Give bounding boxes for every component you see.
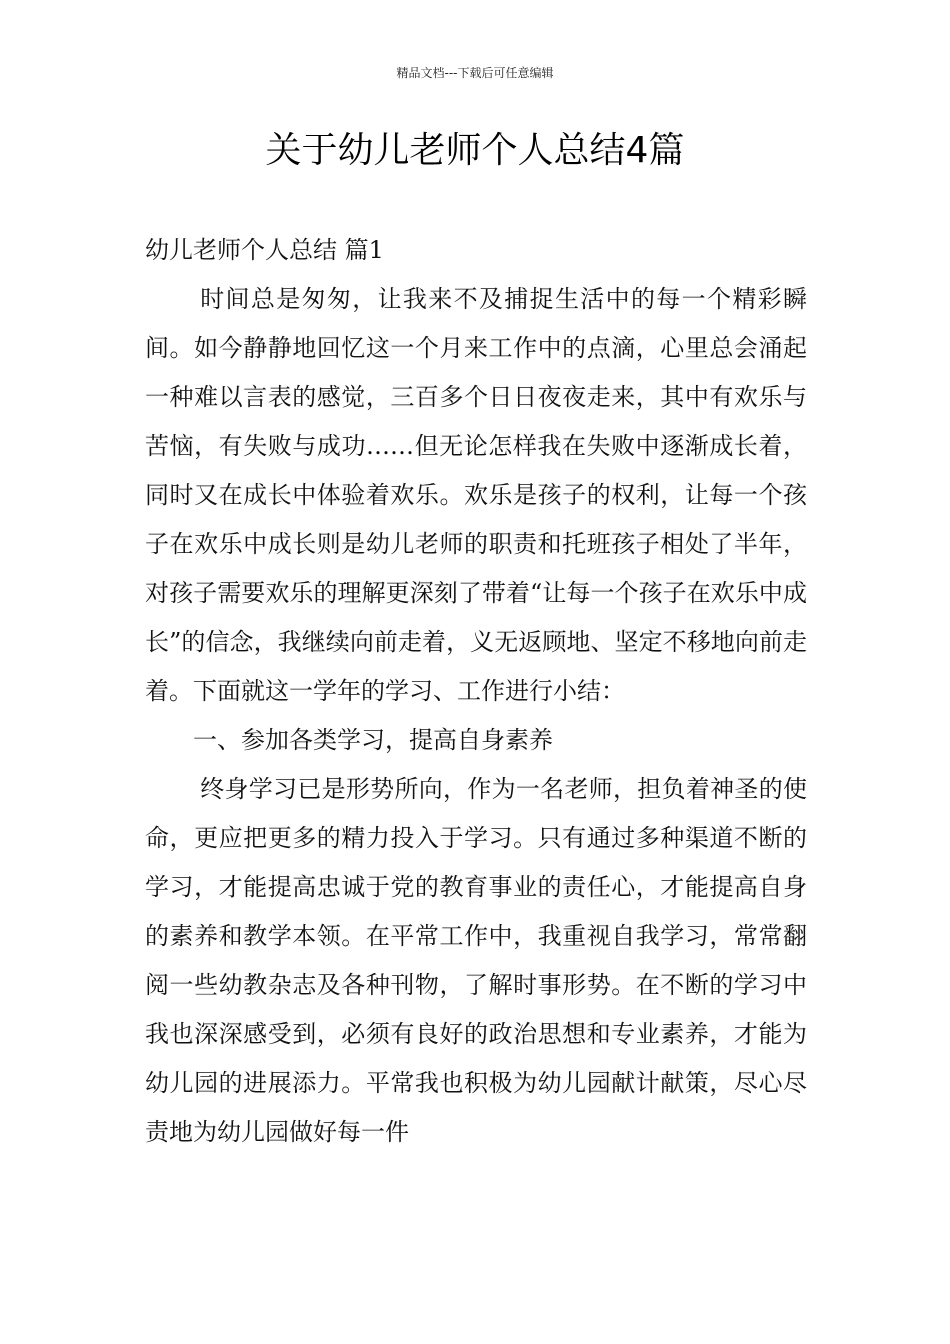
paragraph-intro: 时间总是匆匆，让我来不及捕捉生活中的每一个精彩瞬间。如今静静地回忆这一个月来工作中的点滴，心里总会涌起一种难以言表的感觉，三百多个日日夜夜走来，其中有欢乐与苦恼，有失败与成功……但无论怎样我在失败中逐渐成长着，同时又在成长中体验着欢乐。欢乐是孩子的权利，让每一个孩子在欢乐中成长则是幼儿老师的职责和托班孩子相处了半年，对孩子需要欢乐的理解更深刻了带着“让每一个孩子在欢乐中成长”的信念，我继续向前走着，义无返顾地、坚定不移地向前走着。下面就这一学年的学习、工作进行小结：: [145, 285, 807, 705]
page-header: 精品文档---下载后可任意编辑: [396, 66, 554, 80]
article-subtitle: 幼儿老师个人总结 篇1: [145, 236, 384, 264]
section-heading-1: 一、参加各类学习，提高自身素养: [193, 726, 553, 754]
paragraph-section-1: 终身学习已是形势所向，作为一名老师，担负着神圣的使命，更应把更多的精力投入于学习。只有通过多种渠道不断的学习，才能提高忠诚于党的教育事业的责任心，才能提高自身的素养和教学本领。在平常工作中，我重视自我学习，常常翻阅一些幼教杂志及各种刊物，了解时事形势。在不断的学习中我也深深感受到，必须有良好的政治思想和专业素养，才能为幼儿园的进展添力。平常我也积极为幼儿园献计献策，尽心尽责地为幼儿园做好每一件: [145, 775, 807, 1146]
document-title: 关于幼儿老师个人总结4篇: [265, 130, 685, 171]
document-body: [145, 226, 807, 1157]
